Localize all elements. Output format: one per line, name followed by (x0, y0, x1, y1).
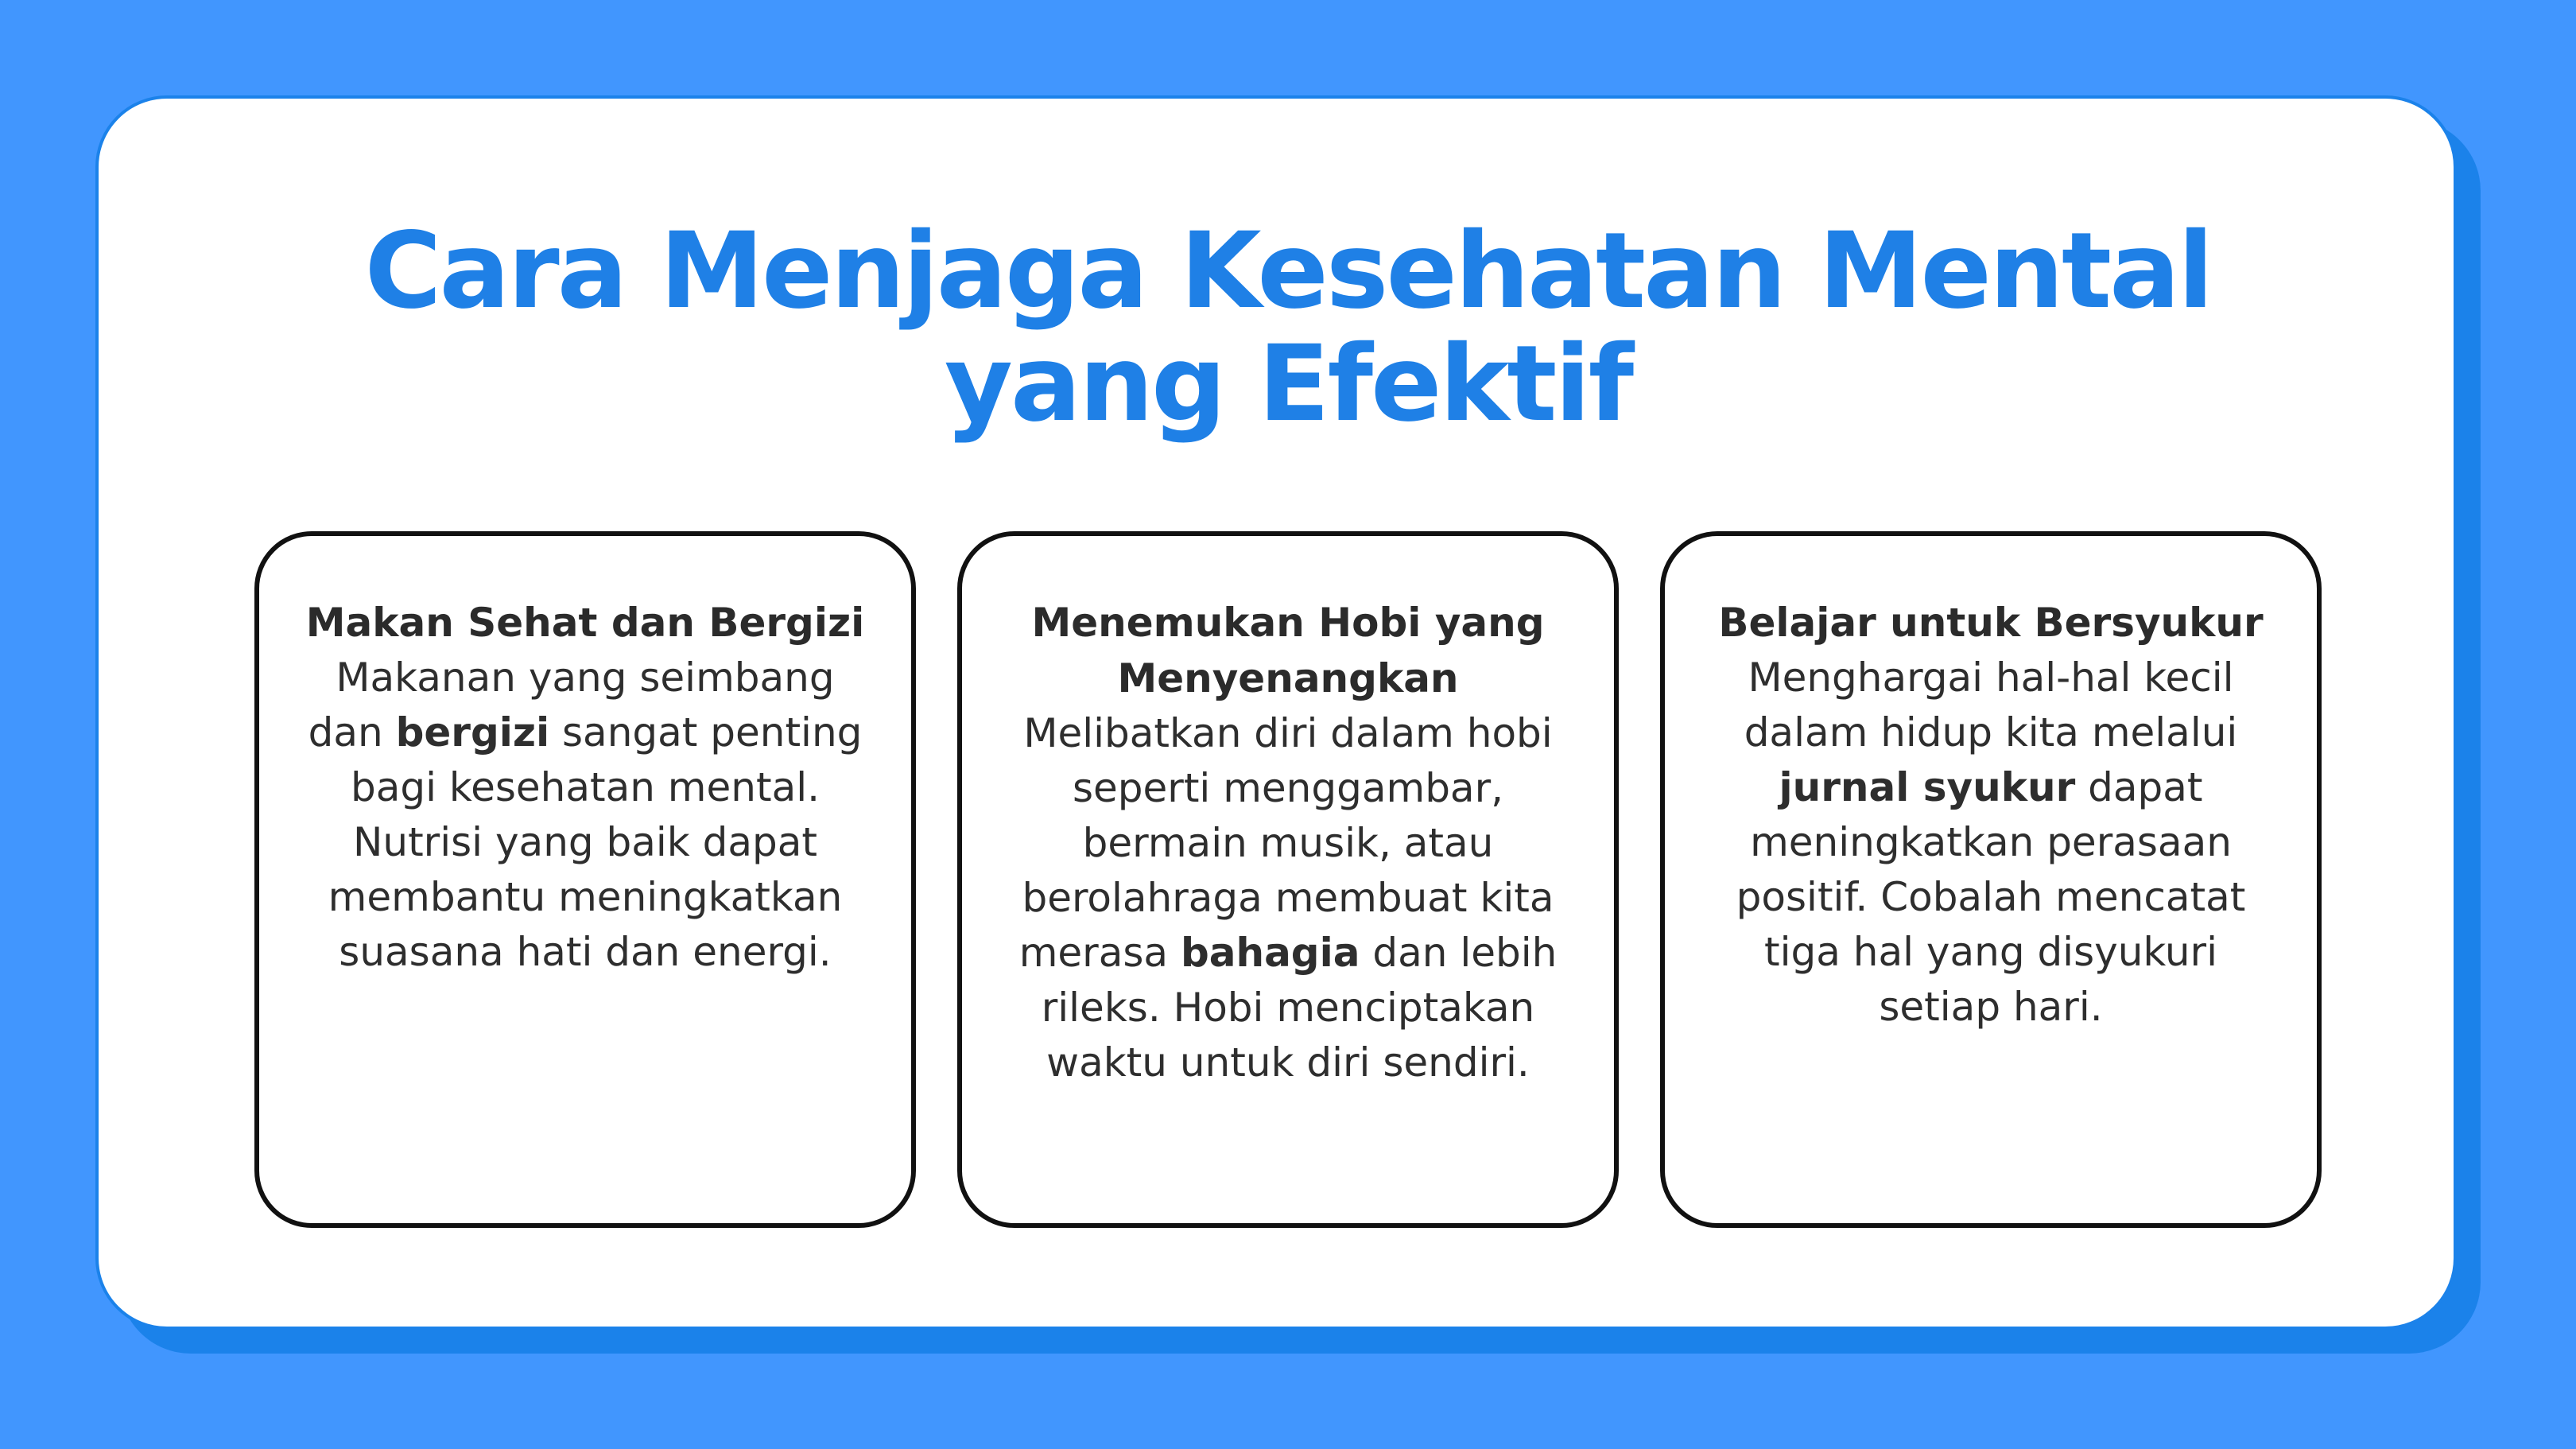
card-title: Belajar untuk Bersyukur (1718, 600, 2264, 646)
card-body (1705, 651, 2277, 1035)
card-body-emphasis: bergizi (395, 709, 550, 756)
card-body-text: Makanan yang seimbang dan (308, 655, 835, 756)
card-body-text: dapat meningkatkan perasaan positif. Cobalah mencatat tiga hal yang disyukuri setiap hari. (1736, 764, 2246, 1030)
card-title: Makan Sehat dan Bergizi (305, 600, 865, 646)
card-body-emphasis: bahagia (1180, 930, 1360, 976)
tip-card-bersyukur (1660, 531, 2322, 1228)
card-body (1002, 706, 1574, 1090)
card-body-text: dan lebih rileks. Hobi menciptakan waktu untuk diri sendiri. (1041, 930, 1558, 1086)
tip-card-makan-sehat (254, 531, 916, 1228)
card-body (299, 651, 871, 980)
card-body-text: Menghargai hal-hal kecil dalam hidup kita melalui (1744, 655, 2238, 756)
tip-card-hobi (957, 531, 1619, 1228)
card-body-text: Melibatkan diri dalam hobi seperti menggambar, bermain musik, atau berolahraga membuat kita merasa (1018, 710, 1554, 976)
card-body-emphasis: jurnal syukur (1779, 764, 2076, 810)
card-title: Menemukan Hobi yang Menyenangkan (1031, 600, 1545, 701)
card-body-text: sangat penting bagi kesehatan mental. Nutrisi yang baik dapat membantu meningkatkan suasana hati dan energi. (328, 709, 863, 975)
page-title: Cara Menjaga Kesehatan Mental yang Efektif (364, 210, 2212, 445)
